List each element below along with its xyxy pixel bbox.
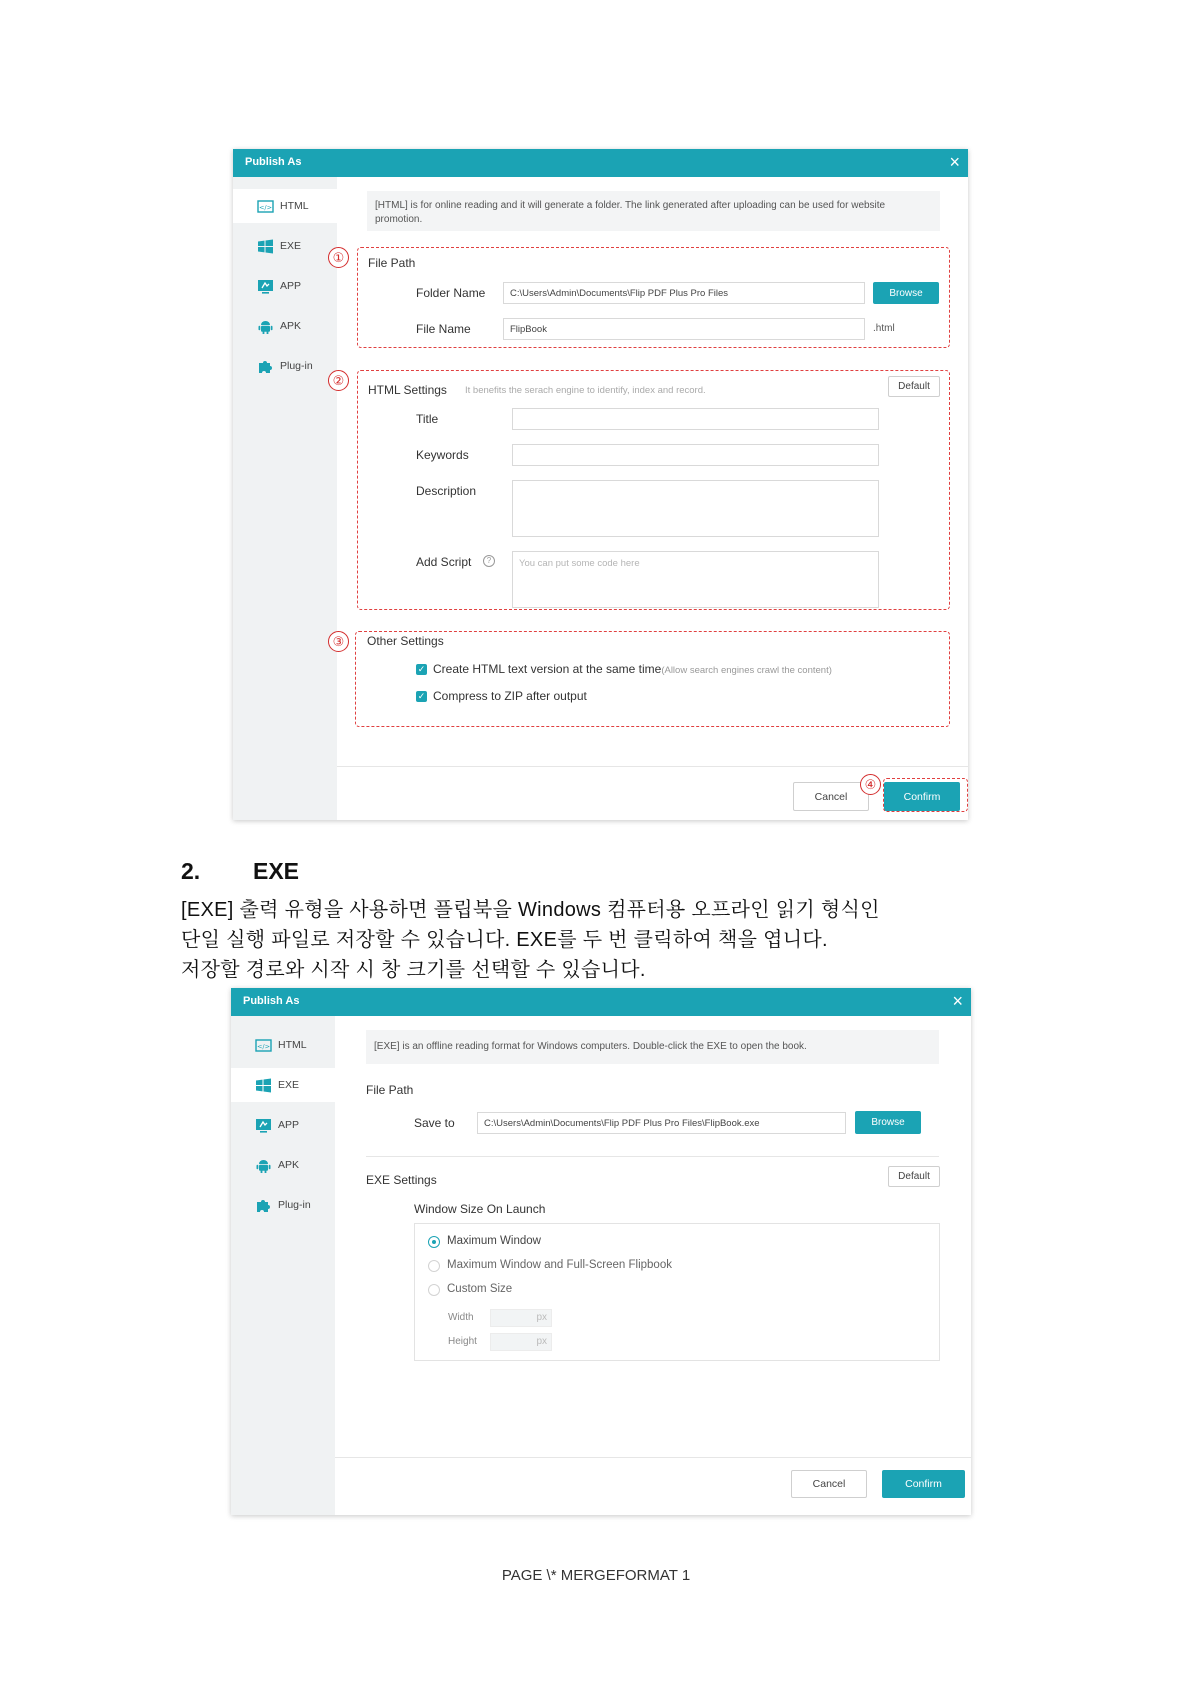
html-icon [257,198,274,215]
file-extension: .html [873,323,895,334]
dialog-content [335,1016,971,1515]
sidebar-item-label: HTML [280,200,309,212]
info-box: [HTML] is for online reading and it will generate a folder. The link generated after uploading can be used for website promotion. [367,191,940,231]
radio-maximum-window[interactable] [428,1236,440,1248]
sidebar-item-plugin[interactable] [231,1188,335,1222]
android-icon [255,1157,272,1174]
width-input[interactable]: px [490,1309,552,1327]
folder-name-input[interactable]: C:\Users\Admin\Documents\Flip PDF Plus Pro Files [503,282,865,304]
checkbox-compress-zip[interactable]: ✓ [417,691,426,701]
folder-name-label: Folder Name [416,286,486,300]
plugin-icon [255,1197,272,1214]
close-icon[interactable]: × [952,991,963,1011]
sidebar-item-label: Plug-in [280,360,313,372]
window-size-options [414,1223,940,1361]
section-number: 2. [181,858,201,884]
radio-fullscreen-label: Maximum Window and Full-Screen Flipbook [447,1259,672,1271]
sidebar-item-apk[interactable] [233,309,337,343]
sidebar-item-label: APK [280,320,302,332]
sidebar-item-html[interactable] [231,1028,335,1062]
publish-dialog-exe [231,988,971,1515]
sidebar-item-label: EXE [278,1079,300,1091]
windows-icon [257,238,274,255]
publish-dialog-html [233,149,968,820]
info-box: [EXE] is an offline reading format for Windows computers. Double-click the EXE to open the book. [366,1030,939,1064]
file-name-input[interactable]: FlipBook [503,318,865,340]
add-script-label: Add Script [416,555,472,569]
other-settings-heading: Other Settings [367,634,444,648]
radio-fullscreen[interactable] [428,1260,440,1272]
section-title: EXE [253,858,300,884]
app-icon [255,1117,272,1134]
sidebar-item-exe[interactable] [231,1068,335,1102]
sidebar-item-label: APK [278,1159,300,1171]
title-label: Title [416,412,439,426]
annotation-box-2 [357,370,950,610]
browse-button[interactable]: Browse [873,282,939,304]
plugin-icon [257,358,274,375]
checkbox-compress-zip-label: Compress to ZIP after output [433,689,587,703]
html-settings-hint: It benefits the serach engine to identify, index and record. [465,385,706,396]
footer-divider [335,1457,971,1458]
description-label: Description [416,484,477,498]
cancel-button[interactable]: Cancel [793,782,869,811]
annotation-marker-1: ① [328,247,349,268]
cancel-button[interactable]: Cancel [791,1470,867,1498]
sidebar-item-label: Plug-in [278,1199,311,1211]
height-label: Height [448,1336,477,1347]
annotation-marker-4: ④ [860,774,881,795]
sidebar-item-exe[interactable] [233,229,337,263]
sidebar-item-label: APP [280,280,302,292]
sidebar-item-app[interactable] [233,269,337,303]
sidebar-item-html[interactable] [233,189,337,223]
file-name-label: File Name [416,322,471,336]
page-footer: PAGE \* MERGEFORMAT 1 [501,1567,691,1584]
radio-maximum-window-label: Maximum Window [447,1235,541,1247]
sidebar-item-plugin[interactable] [233,349,337,383]
sidebar-item-label: HTML [278,1039,307,1051]
checkbox-text-version-hint: (Allow search engines crawl the content) [661,665,832,676]
default-button[interactable]: Default [888,1166,940,1187]
app-icon [257,278,274,295]
annotation-box-3 [355,631,950,727]
radio-custom-size[interactable] [428,1284,440,1296]
exe-settings-heading: EXE Settings [366,1173,437,1187]
body-line-3: 저장할 경로와 시작 시 창 크기를 선택할 수 있습니다. [181,959,646,981]
windows-icon [255,1077,272,1094]
html-icon [255,1037,272,1054]
close-icon[interactable]: × [949,152,960,172]
dialog-title: Publish As [243,995,300,1007]
checkbox-text-version-label: Create HTML text version at the same time(Allow search engines crawl the content) [433,662,832,676]
browse-button[interactable]: Browse [855,1111,921,1134]
checkbox-text-version[interactable]: ✓ [417,664,426,674]
height-input[interactable]: px [490,1333,552,1351]
android-icon [257,318,274,335]
sidebar-item-label: EXE [280,240,302,252]
dialog-titlebar [231,988,971,1016]
body-line-2: 단일 실행 파일로 저장할 수 있습니다. EXE를 두 번 클릭하여 책을 엽니다. [181,929,828,951]
save-to-label: Save to [414,1116,455,1130]
window-size-label: Window Size On Launch [414,1202,546,1216]
dialog-titlebar [233,149,968,177]
file-path-heading: File Path [368,256,416,270]
dialog-title: Publish As [245,156,302,168]
format-sidebar [233,177,337,820]
html-settings-heading: HTML Settings [368,383,447,397]
annotation-marker-3: ③ [328,631,349,652]
body-line-1: [EXE] 출력 유형을 사용하면 플립북을 Windows 컴퓨터용 오프라인 읽기 형식인 [181,899,880,921]
section-divider [366,1156,939,1157]
add-script-textarea[interactable]: You can put some code here [512,551,879,608]
annotation-marker-2: ② [328,370,349,391]
confirm-button[interactable]: Confirm [882,1470,965,1498]
file-path-heading: File Path [366,1083,414,1097]
format-sidebar [231,1016,335,1515]
annotation-box-1 [357,247,950,348]
svg-text:</>: </> [258,203,273,211]
sidebar-item-app[interactable] [231,1108,335,1142]
confirm-button[interactable]: Confirm [884,782,960,811]
annotation-box-4 [883,778,968,812]
radio-custom-size-label: Custom Size [447,1283,513,1295]
keywords-label: Keywords [416,448,469,462]
footer-divider [337,766,968,767]
sidebar-item-label: APP [278,1119,300,1131]
svg-text:</>: </> [256,1042,271,1050]
sidebar-item-apk[interactable] [231,1148,335,1182]
default-button[interactable]: Default [888,376,940,397]
section-heading [181,858,299,885]
width-label: Width [448,1312,474,1323]
help-icon[interactable]: ? [483,555,495,567]
save-to-input[interactable]: C:\Users\Admin\Documents\Flip PDF Plus Pro Files\FlipBook.exe [477,1112,846,1134]
